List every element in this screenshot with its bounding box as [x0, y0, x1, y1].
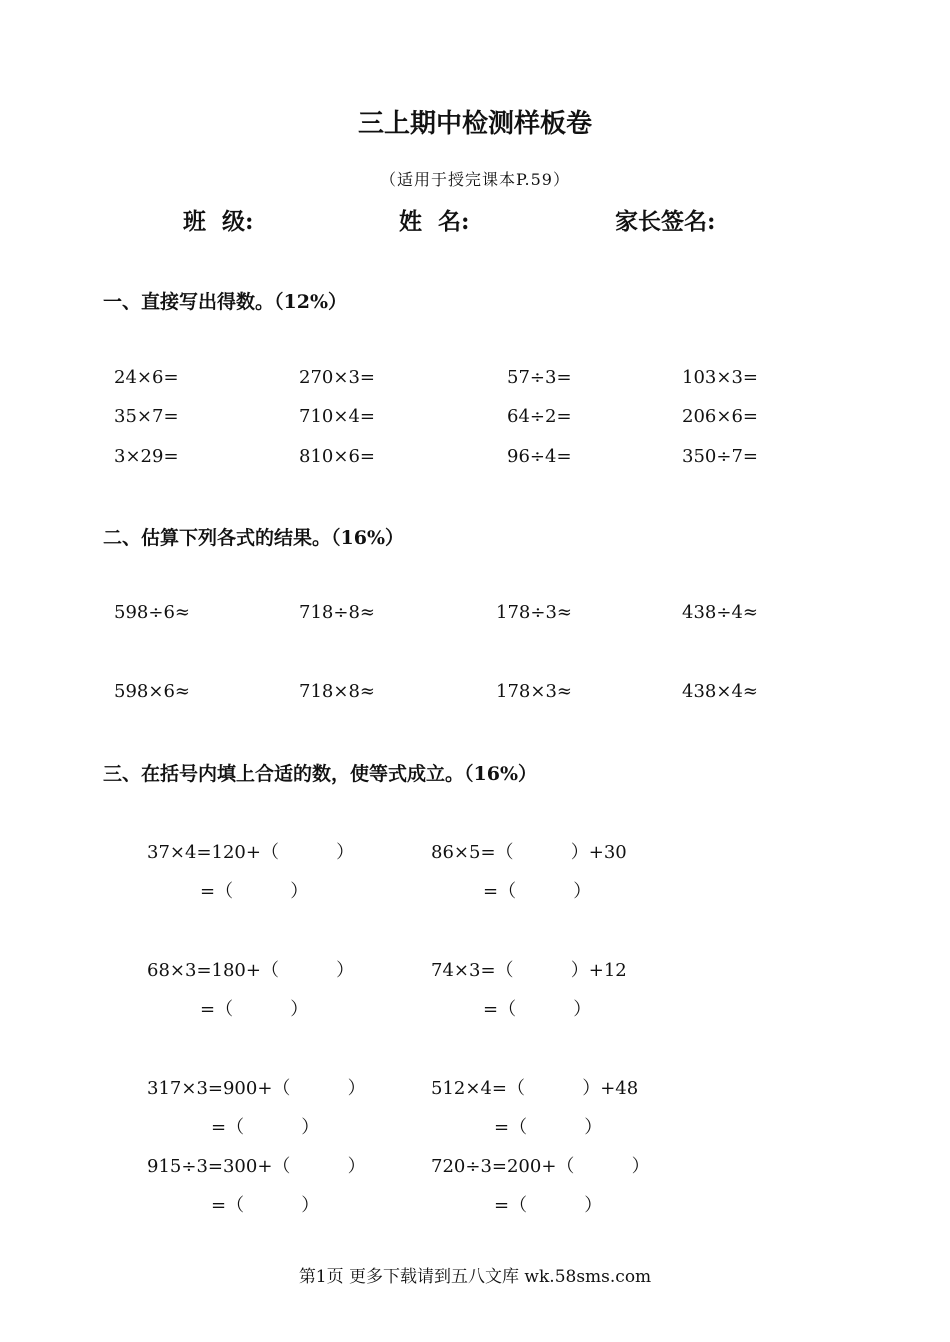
fill-blank-equation: 68×3=180+（ ）: [147, 960, 355, 981]
fill-blank-equation-result: =（ ）: [211, 1117, 320, 1138]
problem-item: 96÷4=: [507, 446, 572, 467]
problem-item: 710×4=: [299, 406, 375, 427]
problem-item: 350÷7=: [682, 446, 758, 467]
fill-blank-equation-result: =（ ）: [200, 881, 309, 902]
problem-item: 57÷3=: [507, 367, 572, 388]
document-subtitle: （适用于授完课本P.59）: [380, 170, 570, 189]
estimate-item: 438×4≈: [682, 681, 758, 702]
class-field-label: 班 级:: [183, 208, 254, 235]
section-3-heading: 三、在括号内填上合适的数，使等式成立。（16%）: [103, 763, 537, 785]
fill-blank-equation-result: =（ ）: [211, 1195, 320, 1216]
problem-item: 35×7=: [114, 406, 179, 427]
estimate-item: 718×8≈: [299, 681, 375, 702]
fill-blank-equation-result: =（ ）: [494, 1195, 603, 1216]
fill-blank-equation: 74×3=（ ）+12: [431, 960, 627, 981]
document-title: 三上期中检测样板卷: [357, 109, 592, 139]
fill-blank-equation: 86×5=（ ）+30: [431, 842, 627, 863]
estimate-item: 718÷8≈: [299, 602, 375, 623]
page-footer: 第1页 更多下载请到五八文库 wk.58sms.com: [298, 1267, 652, 1287]
fill-blank-equation: 317×3=900+（ ）: [147, 1078, 366, 1099]
fill-blank-equation: 915÷3=300+（ ）: [147, 1156, 366, 1177]
problem-item: 3×29=: [114, 446, 179, 467]
problem-item: 24×6=: [114, 367, 179, 388]
section-1-heading: 一、直接写出得数。（12%）: [103, 291, 347, 313]
estimate-item: 178÷3≈: [496, 602, 572, 623]
parent-signature-label: 家长签名:: [615, 208, 716, 235]
fill-blank-equation-result: =（ ）: [483, 881, 592, 902]
problem-item: 270×3=: [299, 367, 375, 388]
estimate-item: 438÷4≈: [682, 602, 758, 623]
fill-blank-equation: 37×4=120+（ ）: [147, 842, 355, 863]
name-field-label: 姓 名:: [399, 208, 470, 235]
estimate-item: 598÷6≈: [114, 602, 190, 623]
problem-item: 810×6=: [299, 446, 375, 467]
problem-item: 64÷2=: [507, 406, 572, 427]
problem-item: 206×6=: [682, 406, 758, 427]
estimate-item: 598×6≈: [114, 681, 190, 702]
fill-blank-equation: 512×4=（ ）+48: [431, 1078, 639, 1099]
fill-blank-equation-result: =（ ）: [494, 1117, 603, 1138]
fill-blank-equation-result: =（ ）: [200, 999, 309, 1020]
fill-blank-equation: 720÷3=200+（ ）: [431, 1156, 650, 1177]
section-2-heading: 二、估算下列各式的结果。（16%）: [103, 527, 404, 549]
fill-blank-equation-result: =（ ）: [483, 999, 592, 1020]
estimate-item: 178×3≈: [496, 681, 572, 702]
problem-item: 103×3=: [682, 367, 758, 388]
